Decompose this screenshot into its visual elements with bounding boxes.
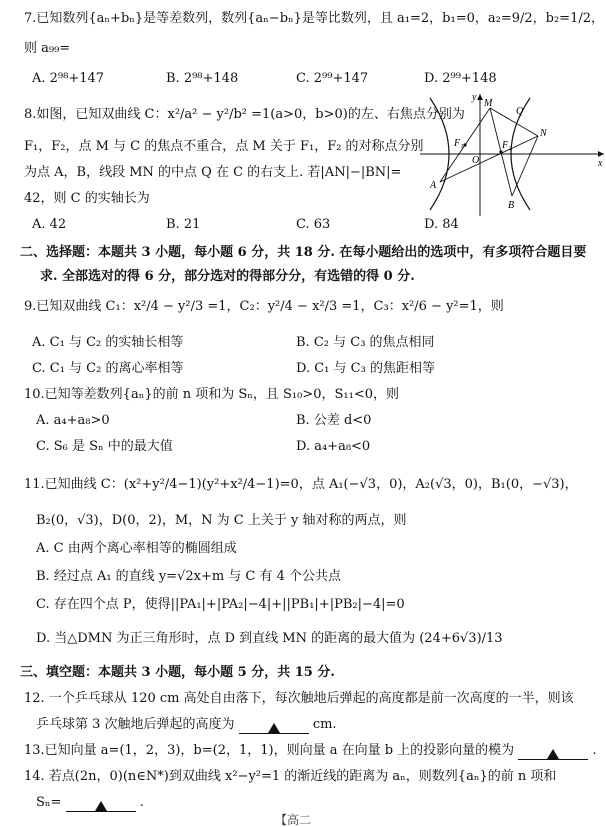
label-o: O — [472, 155, 480, 166]
label-a: A — [430, 180, 437, 191]
q14-line1: 14. 若点(2n，0)(n∈N*)到双曲线 x²−y²=1 的渐近线的距离为 aₙ，则数列{aₙ}的前 n 项和 — [24, 769, 557, 784]
q13-line1 — [24, 742, 597, 760]
q12-line2 — [36, 716, 337, 734]
q11-option-b: B. 经过点 A₁ 的直线 y=√2x+m 与 C 有 4 个公共点 — [36, 569, 342, 584]
q12-line2-unit: cm. — [312, 717, 337, 732]
hyperbola-figure — [420, 90, 606, 218]
q9-option-a: A. C₁ 与 C₂ 的实轴长相等 — [32, 335, 184, 350]
label-n: N — [540, 128, 547, 139]
q9-option-c: C. C₁ 与 C₂ 的离心率相等 — [32, 361, 184, 376]
label-f1: F₁ — [454, 138, 464, 149]
q13-line1-text: 13.已知向量 a=(1，2，3)，b=(2，1，1)，则向量 a 在向量 b 上的投影向量的模为 — [24, 743, 515, 758]
q7-option-c: C. 2⁹⁹+147 — [296, 71, 369, 86]
label-y: y — [472, 92, 477, 103]
q7-option-d: D. 2⁹⁹+148 — [424, 71, 497, 86]
label-m: M — [484, 98, 493, 109]
q13-answer-blank[interactable] — [518, 746, 588, 760]
section2-heading-line1: 二、选择题：本题共 3 小题，每小题 6 分，共 18 分. 在每小题给出的选项中，有多项符合题目要 — [20, 245, 587, 260]
y-axis-arrow — [477, 94, 483, 100]
q8-stem-line2: F₁，F₂，点 M 与 C 的焦点不重合，点 M 关于 F₁，F₂ 的对称点分别 — [24, 139, 424, 154]
label-q: Q — [516, 106, 524, 117]
q14-answer-blank[interactable] — [66, 798, 136, 812]
q9-option-b: B. C₂ 与 C₃ 的焦点相同 — [296, 335, 435, 350]
point-f1 — [463, 143, 466, 146]
q8-stem-line4: 42，则 C 的实轴长为 — [24, 191, 150, 206]
q8-stem-line3: 为点 A，B，线段 MN 的中点 Q 在 C 的右支上. 若|AN|−|BN|= — [24, 165, 402, 180]
answer-marker-icon — [95, 801, 107, 811]
q13-line1-end: . — [592, 743, 597, 758]
q11-option-d: D. 当△DMN 为正三角形时，点 D 到直线 MN 的距离的最大值为 (24+6√3)/13 — [36, 631, 503, 646]
q10-option-c: C. S₆ 是 Sₙ 中的最大值 — [36, 439, 173, 454]
q8-stem-line1: 8.如图，已知双曲线 C：x²/a² − y²/b² =1(a>0，b>0)的左、右焦点分别为 — [24, 107, 465, 122]
q8-option-a: A. 42 — [32, 217, 67, 232]
q11-stem-line2: B₂(0，√3)，D(0，2)，M，N 为 C 上关于 y 轴对称的两点，则 — [36, 513, 407, 528]
page-footer: 【高二 — [275, 813, 312, 827]
q12-line2-text: 乒乓球第 3 次触地后弹起的高度为 — [36, 717, 235, 732]
q12-answer-blank[interactable] — [239, 720, 309, 734]
q11-stem-line1: 11.已知曲线 C：(x²+y²/4−1)(y²+x²/4−1)=0，点 A₁(−√3，0)，A₂(√3，0)，B₁(0，−√3)， — [24, 477, 578, 492]
q7-stem-line1: 7.已知数列{aₙ+bₙ}是等差数列，数列{aₙ−bₙ}是等比数列，且 a₁=2，b₁=0，a₂=9/2，b₂=1/2， — [24, 11, 604, 26]
section3-heading: 三、填空题：本题共 3 小题，每小题 5 分，共 15 分. — [20, 665, 335, 680]
x-axis-arrow — [598, 151, 604, 157]
answer-marker-icon — [547, 749, 559, 759]
q7-option-a: A. 2⁹⁸+147 — [32, 71, 105, 86]
q8-option-c: C. 63 — [296, 217, 331, 232]
segment-bn — [512, 136, 538, 196]
q10-option-d: D. a₄+a₈<0 — [296, 439, 371, 454]
q7-stem-line2: 则 a₉₉= — [24, 41, 71, 56]
label-f2: F₂ — [502, 140, 512, 151]
label-b: B — [508, 200, 515, 211]
q10-stem: 10.已知等差数列{aₙ}的前 n 项和为 Sₙ，且 S₁₀>0，S₁₁<0，则 — [24, 387, 400, 402]
q11-option-c: C. 存在四个点 P，使得||PA₁|+|PA₂|−4|+||PB₁|+|PB₂|−4|=0 — [36, 597, 405, 612]
q8-option-d: D. 84 — [424, 217, 459, 232]
section2-heading-line2: 求. 全部选对的得 6 分，部分选对的得部分分，有选错的得 0 分. — [40, 269, 415, 284]
q10-option-a: A. a₄+a₈>0 — [36, 413, 110, 428]
q12-line1: 12. 一个乒乓球从 120 cm 高处自由落下，每次触地后弹起的高度都是前一次高度的一半，则该 — [24, 691, 574, 706]
q8-option-b: B. 21 — [166, 217, 201, 232]
q7-option-b: B. 2⁹⁸+148 — [166, 71, 239, 86]
q9-option-d: D. C₁ 与 C₃ 的焦距相等 — [296, 361, 435, 376]
q14-line2-end: . — [139, 795, 144, 810]
q11-option-a: A. C 由两个离心率相等的椭圆组成 — [36, 541, 237, 556]
q14-line2-text: Sₙ= — [36, 795, 62, 810]
label-x: x — [598, 158, 603, 169]
answer-marker-icon — [268, 723, 280, 733]
q9-stem: 9.已知双曲线 C₁：x²/4 − y²/3 =1，C₂：y²/4 − x²/3 =1，C₃：x²/6 − y²=1，则 — [24, 299, 504, 314]
q14-line2 — [36, 794, 144, 812]
q10-option-b: B. 公差 d<0 — [296, 413, 372, 428]
